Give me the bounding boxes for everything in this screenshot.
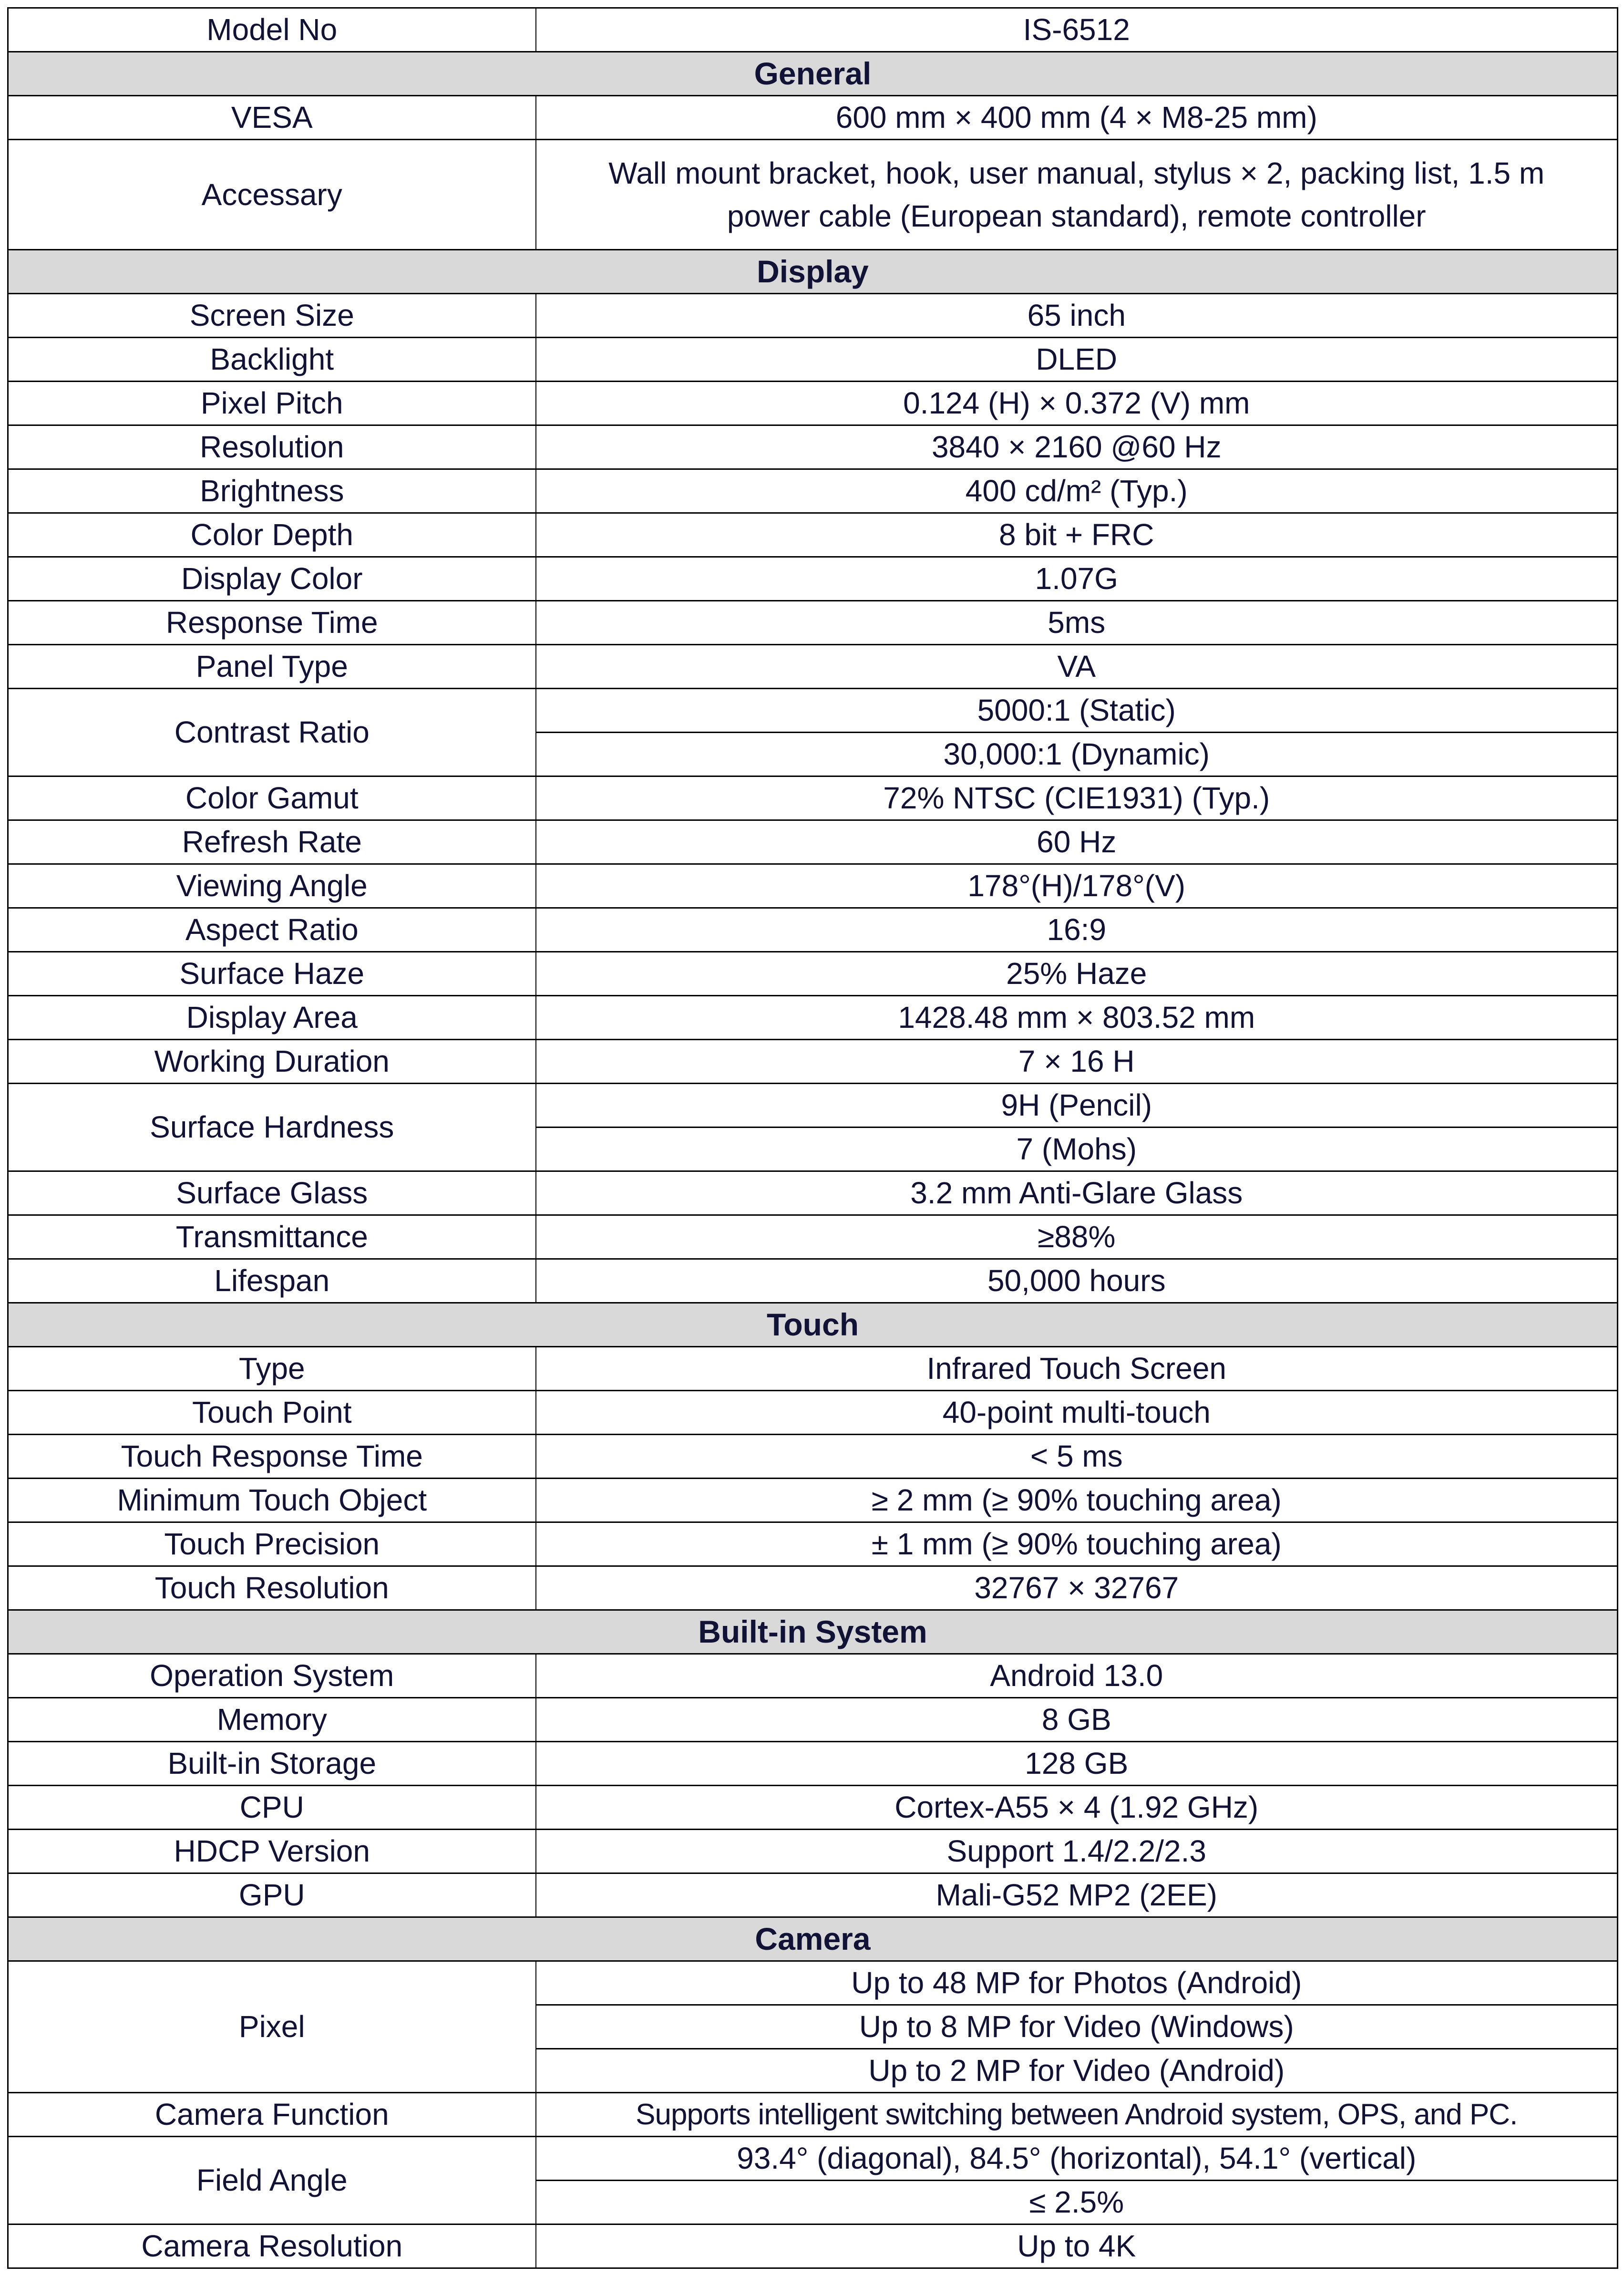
row-vesa xyxy=(8,96,1618,140)
label-touch-precision: Touch Precision xyxy=(8,1522,536,1566)
value-memory: 8 GB xyxy=(536,1698,1618,1742)
table-row xyxy=(8,1522,1618,1566)
label-touch-point: Touch Point xyxy=(8,1391,536,1435)
value-working-duration: 7 × 16 H xyxy=(536,1040,1618,1084)
value-lifespan: 50,000 hours xyxy=(536,1259,1618,1303)
table-row xyxy=(8,996,1618,1040)
label-brightness: Brightness xyxy=(8,469,536,513)
table-row xyxy=(8,1830,1618,1873)
value-hdcp-version: Support 1.4/2.2/2.3 xyxy=(536,1830,1618,1873)
label-touch-response-time: Touch Response Time xyxy=(8,1435,536,1479)
table-row xyxy=(8,1259,1618,1303)
value-touch-response-time: < 5 ms xyxy=(536,1435,1618,1479)
table-row xyxy=(8,1084,1618,1128)
value-touch-precision: ± 1 mm (≥ 90% touching area) xyxy=(536,1522,1618,1566)
section-title-built-in-system: Built-in System xyxy=(8,1610,1618,1654)
label-camera-resolution: Camera Resolution xyxy=(8,2224,536,2268)
label-gpu: GPU xyxy=(8,1873,536,1917)
spec-table xyxy=(7,7,1618,2269)
table-row xyxy=(8,425,1618,469)
value-refresh-rate: 60 Hz xyxy=(536,820,1618,864)
value-brightness: 400 cd/m² (Typ.) xyxy=(536,469,1618,513)
label-field-angle: Field Angle xyxy=(8,2137,536,2224)
section-title-general: General xyxy=(8,52,1618,96)
value-built-in-storage: 128 GB xyxy=(536,1742,1618,1786)
label-lifespan: Lifespan xyxy=(8,1259,536,1303)
value-backlight: DLED xyxy=(536,338,1618,382)
section-camera xyxy=(8,1917,1618,1961)
label-vesa: VESA xyxy=(8,96,536,140)
section-title-display: Display xyxy=(8,250,1618,294)
value-gpu: Mali-G52 MP2 (2EE) xyxy=(536,1873,1618,1917)
label-color-gamut: Color Gamut xyxy=(8,776,536,820)
table-row xyxy=(8,2137,1618,2181)
value-surface-haze: 25% Haze xyxy=(536,952,1618,996)
value-response-time: 5ms xyxy=(536,601,1618,645)
value-color-gamut: 72% NTSC (CIE1931) (Typ.) xyxy=(536,776,1618,820)
value-touch-type: Infrared Touch Screen xyxy=(536,1347,1618,1391)
value-aspect-ratio: 16:9 xyxy=(536,908,1618,952)
value-camera-function: Supports intelligent switching between Android system, OPS, and PC. xyxy=(536,2093,1618,2137)
table-row xyxy=(8,1391,1618,1435)
table-row xyxy=(8,2224,1618,2268)
section-title-touch: Touch xyxy=(8,1303,1618,1347)
table-row xyxy=(8,820,1618,864)
value-model-no: IS-6512 xyxy=(536,8,1618,52)
label-screen-size: Screen Size xyxy=(8,294,536,338)
table-row xyxy=(8,294,1618,338)
table-row xyxy=(8,1435,1618,1479)
label-color-depth: Color Depth xyxy=(8,513,536,557)
label-surface-hardness: Surface Hardness xyxy=(8,1084,536,1171)
table-row xyxy=(8,1873,1618,1917)
table-row xyxy=(8,601,1618,645)
section-touch xyxy=(8,1303,1618,1347)
value-panel-type: VA xyxy=(536,645,1618,689)
table-row xyxy=(8,1786,1618,1830)
label-min-touch-object: Minimum Touch Object xyxy=(8,1479,536,1522)
value-color-depth: 8 bit + FRC xyxy=(536,513,1618,557)
label-cpu: CPU xyxy=(8,1786,536,1830)
label-pixel-pitch: Pixel Pitch xyxy=(8,382,536,425)
table-row xyxy=(8,513,1618,557)
section-general xyxy=(8,52,1618,96)
label-transmittance: Transmittance xyxy=(8,1215,536,1259)
section-built-in-system xyxy=(8,1610,1618,1654)
table-row xyxy=(8,338,1618,382)
value-touch-resolution: 32767 × 32767 xyxy=(536,1566,1618,1610)
value-accessary xyxy=(536,140,1618,250)
value-touch-point: 40-point multi-touch xyxy=(536,1391,1618,1435)
label-display-area: Display Area xyxy=(8,996,536,1040)
row-accessary xyxy=(8,140,1618,250)
value-pixel-video-android: Up to 2 MP for Video (Android) xyxy=(536,2049,1618,2093)
table-row xyxy=(8,908,1618,952)
table-row xyxy=(8,1171,1618,1215)
table-row xyxy=(8,776,1618,820)
value-display-color: 1.07G xyxy=(536,557,1618,601)
value-surface-glass: 3.2 mm Anti-Glare Glass xyxy=(536,1171,1618,1215)
value-operation-system: Android 13.0 xyxy=(536,1654,1618,1698)
label-touch-type: Type xyxy=(8,1347,536,1391)
table-row xyxy=(8,689,1618,733)
value-display-area: 1428.48 mm × 803.52 mm xyxy=(536,996,1618,1040)
label-built-in-storage: Built-in Storage xyxy=(8,1742,536,1786)
table-row xyxy=(8,382,1618,425)
label-camera-function: Camera Function xyxy=(8,2093,536,2137)
value-pixel-pitch: 0.124 (H) × 0.372 (V) mm xyxy=(536,382,1618,425)
value-contrast-static: 5000:1 (Static) xyxy=(536,689,1618,733)
table-row xyxy=(8,864,1618,908)
value-resolution: 3840 × 2160 @60 Hz xyxy=(536,425,1618,469)
label-refresh-rate: Refresh Rate xyxy=(8,820,536,864)
label-viewing-angle: Viewing Angle xyxy=(8,864,536,908)
table-row xyxy=(8,1742,1618,1786)
value-viewing-angle: 178°(H)/178°(V) xyxy=(536,864,1618,908)
table-row xyxy=(8,1698,1618,1742)
table-row xyxy=(8,469,1618,513)
value-accessary-line-2: power cable (European standard), remote controller xyxy=(727,199,1426,233)
label-backlight: Backlight xyxy=(8,338,536,382)
label-touch-resolution: Touch Resolution xyxy=(8,1566,536,1610)
label-pixel: Pixel xyxy=(8,1961,536,2093)
value-camera-resolution: Up to 4K xyxy=(536,2224,1618,2268)
label-contrast-ratio: Contrast Ratio xyxy=(8,689,536,776)
table-row xyxy=(8,645,1618,689)
value-pixel-video-windows: Up to 8 MP for Video (Windows) xyxy=(536,2005,1618,2049)
value-transmittance: ≥88% xyxy=(536,1215,1618,1259)
section-display xyxy=(8,250,1618,294)
value-cpu: Cortex-A55 × 4 (1.92 GHz) xyxy=(536,1786,1618,1830)
value-screen-size: 65 inch xyxy=(536,294,1618,338)
label-memory: Memory xyxy=(8,1698,536,1742)
table-row xyxy=(8,1566,1618,1610)
label-accessary: Accessary xyxy=(8,140,536,250)
value-vesa: 600 mm × 400 mm (4 × M8-25 mm) xyxy=(536,96,1618,140)
label-display-color: Display Color xyxy=(8,557,536,601)
value-min-touch-object: ≥ 2 mm (≥ 90% touching area) xyxy=(536,1479,1618,1522)
table-row xyxy=(8,1040,1618,1084)
value-field-angle-degrees: 93.4° (diagonal), 84.5° (horizontal), 54.1° (vertical) xyxy=(536,2137,1618,2181)
label-hdcp-version: HDCP Version xyxy=(8,1830,536,1873)
label-panel-type: Panel Type xyxy=(8,645,536,689)
label-working-duration: Working Duration xyxy=(8,1040,536,1084)
label-surface-glass: Surface Glass xyxy=(8,1171,536,1215)
label-model-no: Model No xyxy=(8,8,536,52)
label-aspect-ratio: Aspect Ratio xyxy=(8,908,536,952)
value-pixel-photos-android: Up to 48 MP for Photos (Android) xyxy=(536,1961,1618,2005)
label-resolution: Resolution xyxy=(8,425,536,469)
value-field-angle-distortion: ≤ 2.5% xyxy=(536,2181,1618,2224)
value-hardness-mohs: 7 (Mohs) xyxy=(536,1128,1618,1171)
value-contrast-dynamic: 30,000:1 (Dynamic) xyxy=(536,733,1618,776)
table-row xyxy=(8,1654,1618,1698)
label-operation-system: Operation System xyxy=(8,1654,536,1698)
table-row xyxy=(8,1479,1618,1522)
label-response-time: Response Time xyxy=(8,601,536,645)
table-row xyxy=(8,952,1618,996)
row-model-no xyxy=(8,8,1618,52)
table-row xyxy=(8,1215,1618,1259)
label-surface-haze: Surface Haze xyxy=(8,952,536,996)
table-row xyxy=(8,2093,1618,2137)
table-row xyxy=(8,1347,1618,1391)
table-row xyxy=(8,557,1618,601)
value-hardness-pencil: 9H (Pencil) xyxy=(536,1084,1618,1128)
section-title-camera: Camera xyxy=(8,1917,1618,1961)
value-accessary-line-1: Wall mount bracket, hook, user manual, stylus × 2, packing list, 1.5 m xyxy=(608,156,1545,190)
table-row xyxy=(8,1961,1618,2005)
